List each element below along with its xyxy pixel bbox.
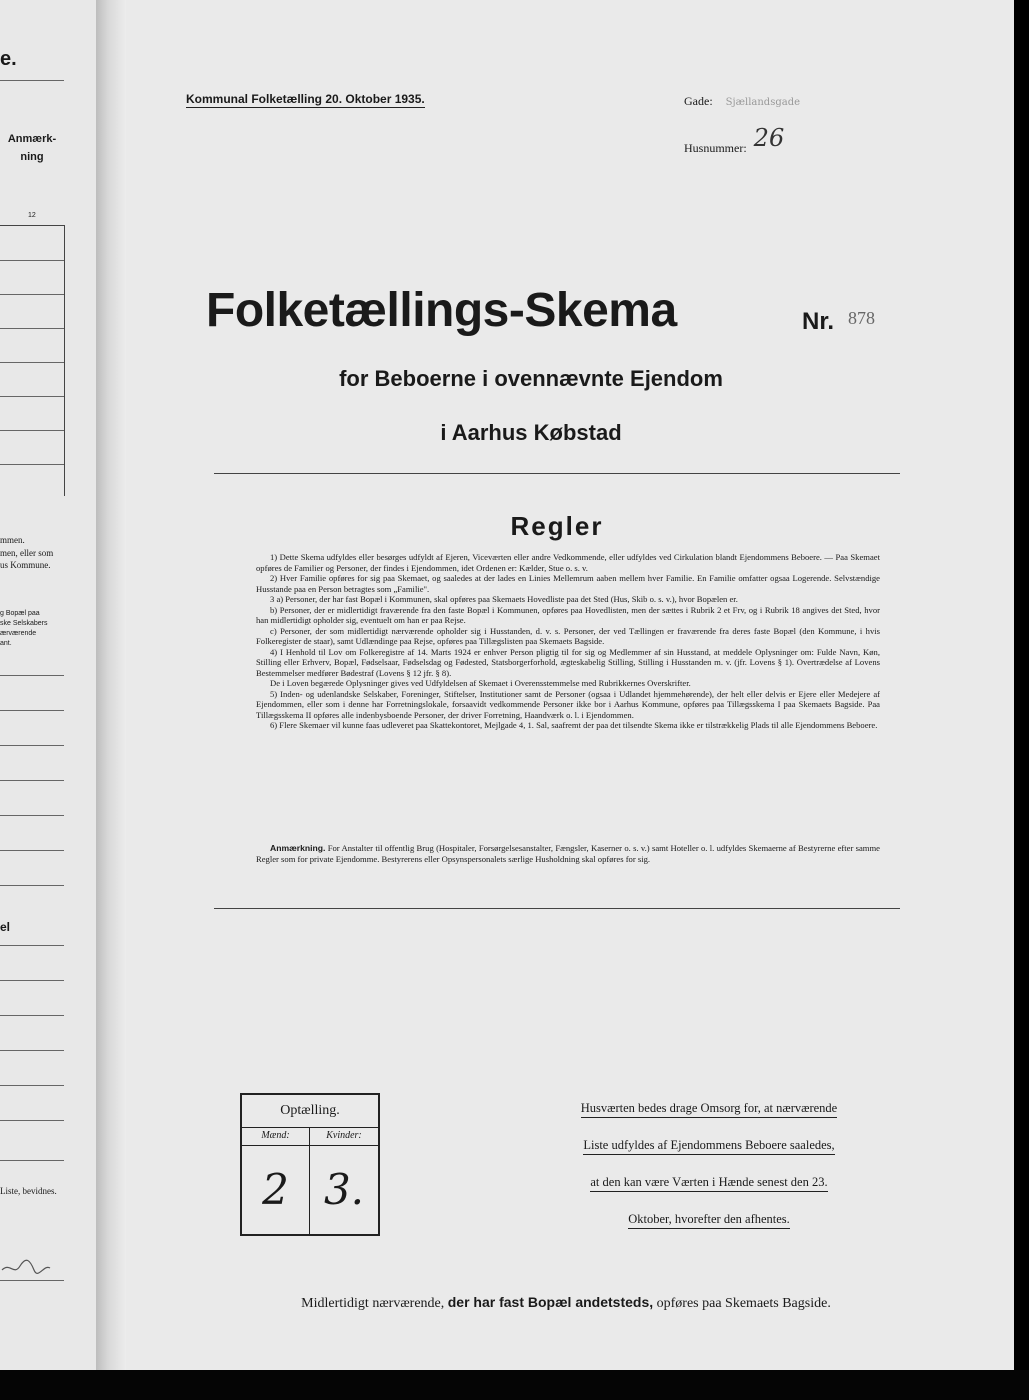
nr-value: 878 — [848, 308, 875, 328]
notice-line: Liste udfyldes af Ejendommens Beboere saaledes, — [583, 1138, 834, 1155]
left-page-grid — [0, 225, 65, 496]
form-subtitle-city: i Aarhus Købstad — [440, 420, 622, 445]
book-gutter — [96, 0, 126, 1370]
left-page-fragment: mmen. — [0, 535, 25, 545]
left-page-fragment: Liste, bevidnes. — [0, 1186, 57, 1196]
rule-1: 1) Dette Skema udfyldes eller besørges udfyldt af Ejeren, Viceværten eller andre Vedkommende, eller udfyldes ved Cirkulation blandt Ejendommens Beboere. — Paa Skemaet opføres de Familier og Personer, der findes i Ejendommen, idet Ordenen er: Kælder, Stue o. s. v. — [256, 552, 880, 573]
footer-instruction — [226, 1294, 906, 1312]
rule-4-note: De i Loven begærede Oplysninger gives ved Udfyldelsen af Skemaet i Overensstemmelse med Rubrikkernes Overskrifter. — [270, 678, 691, 688]
divider — [0, 80, 64, 81]
left-page-fragment: us Kommune. — [0, 560, 51, 570]
gade-row — [684, 94, 800, 109]
left-page-fragment: ant. — [0, 640, 12, 647]
left-page-fragment: el — [0, 920, 11, 934]
form-subtitle: for Beboerne i ovennævnte Ejendom — [339, 366, 723, 391]
left-page-fragment: men, eller som — [0, 548, 54, 558]
census-form-page — [126, 0, 1014, 1370]
optaelling-box — [240, 1093, 380, 1236]
maend-value: 2 — [262, 1165, 289, 1214]
maend-column — [242, 1127, 310, 1234]
notice-line: at den kan være Værten i Hænde senest den 23. — [590, 1175, 827, 1192]
left-page-column-number: 12 — [28, 212, 36, 219]
regler-text — [256, 552, 880, 731]
husnummer-value: 26 — [753, 124, 785, 152]
census-header: Kommunal Folketælling 20. Oktober 1935. — [186, 92, 425, 106]
optaelling-title: Optælling. — [242, 1095, 378, 1128]
signature-scribble-icon — [0, 1250, 64, 1280]
form-title: Folketællings-Skema — [206, 284, 677, 337]
notice-line: Oktober, hvorefter den afhentes. — [628, 1212, 790, 1229]
kvinder-label: Kvinder: — [310, 1127, 378, 1146]
gade-value-stamp: Sjællandsgade — [725, 97, 801, 108]
husnummer-row — [684, 124, 785, 158]
footer-part1: Midlertidigt nærværende, — [301, 1296, 445, 1311]
landlord-notice — [536, 1098, 882, 1246]
husnummer-label: Husnummer: — [684, 141, 747, 155]
divider — [214, 473, 900, 474]
rule-6: 6) Flere Skemaer vil kunne faas udleveret paa Skattekontoret, Mejlgade 4, 1. Sal, saafremt der paa det tilsendte Skema ikke er tilstrækkelig Plads til alle Ejendommens Beboere. — [270, 720, 878, 730]
regler-heading: Regler — [510, 511, 604, 541]
scan-border — [0, 1370, 1029, 1400]
left-page-column-heading: Anmærk- ning — [7, 133, 57, 163]
rule-4: 4) I Henhold til Lov om Folkeregistre af 14. Marts 1924 er enhver Person pligtig til for sig og Medlemmer af sin Husstand, at meddele Oplysninger om: Fulde Navn, Køn, Stilling eller Erhverv, Bopæl, Fødselsaar, Fødselsdag og Fødested, Statsborgerforhold, ægteskabelig Stilling, Stilling i Husstanden m. v. (jfr. Lovens § 1). Overtrædelse af Lovens Bestemmelser medfører Bødestraf (Lovens § 12 jfr. § 8). — [256, 646, 880, 678]
rule-3a: 3 a) Personer, der har fast Bopæl i Kommunen, skal opføres paa Skemaets Hovedliste paa det Sted (Hus, Skib o. s. v.), hvor Bopælen er. — [270, 594, 738, 604]
rule-3b: b) Personer, der er midlertidigt fraværende fra den faste Bopæl i Kommunen, opføres paa Hovedlisten, men der sættes i Rubrik 2 et Frv, og i Rubrik 18 angives det Sted, hvor han midlertidigt opholder sig, eventuelt om han er paa Rejse. — [256, 604, 880, 625]
notice-line: Husværten bedes drage Omsorg for, at nærværende — [581, 1101, 838, 1118]
left-page-heading-fragment: e. — [0, 48, 17, 70]
gade-label: Gade: — [684, 94, 713, 108]
anmaerkning-label: Anmærkning. — [270, 843, 326, 853]
anmaerkning-text: For Anstalter til offentlig Brug (Hospitaler, Forsørgelsesanstalter, Fængsler, Kaserner o. s. v.) samt Hoteller o. l. udfyldes Skemaerne af Bestyrerne efter samme Regler som for private Ejendomme. Bestyrerens eller Opsynspersonalets særlige Husholdning skal opføres for sig. — [256, 843, 880, 864]
footer-part2: der har fast Bopæl andetsteds, — [447, 1294, 654, 1310]
footer-part3: opføres paa Skemaets Bagside. — [656, 1296, 831, 1311]
divider — [214, 908, 900, 909]
kvinder-value: 3. — [323, 1165, 365, 1214]
maend-label: Mænd: — [242, 1127, 309, 1146]
rule-2: 2) Hver Familie opføres for sig paa Skemaet, og saaledes at der lades en Linies Mellemrum aaben mellem hver Familie. En Familie omfatter ogsaa Logerende. Selvstændige Husstande paa en Person betragtes som „Familie". — [256, 573, 880, 594]
left-page-fragment: ske Selskabers — [0, 620, 48, 627]
rule-5: 5) Inden- og udenlandske Selskaber, Foreninger, Stiftelser, Institutioner samt de Personer (ogsaa i Udlandet hjemmehørende), der helt eller delvis er Ejere eller Medejere af Ejendommen, eller som i denne har Forretningslokale, forsaavidt vedkommende Personer ikke bor i Aarhus Kommune, opføres paa Tillægsskema I paa Skemaets Bagside. Paa Tillægsskema II opføres alle indenbysboende Personer, der driver Forretning, Haandværk o. l. i Ejendommen. — [256, 688, 880, 720]
rule-3c: c) Personer, der som midlertidigt nærværende opholder sig i Husstanden, d. v. s. Personer, der ved Tællingen er fraværende fra deres faste Bopæl (den Kommune, i hvis Folkeregister de staar), samt Udlændinge paa Rejse, opføres paa Tillægslisten paa Skemaets Bagside. — [256, 625, 880, 646]
left-page-fragment: ærværende — [0, 630, 37, 637]
kvinder-column — [310, 1127, 378, 1234]
left-page-edge — [0, 0, 96, 1370]
nr-label: Nr. — [802, 308, 835, 335]
left-page-fragment: g Bopæl paa — [0, 610, 40, 617]
anmaerkning-paragraph — [256, 843, 880, 865]
